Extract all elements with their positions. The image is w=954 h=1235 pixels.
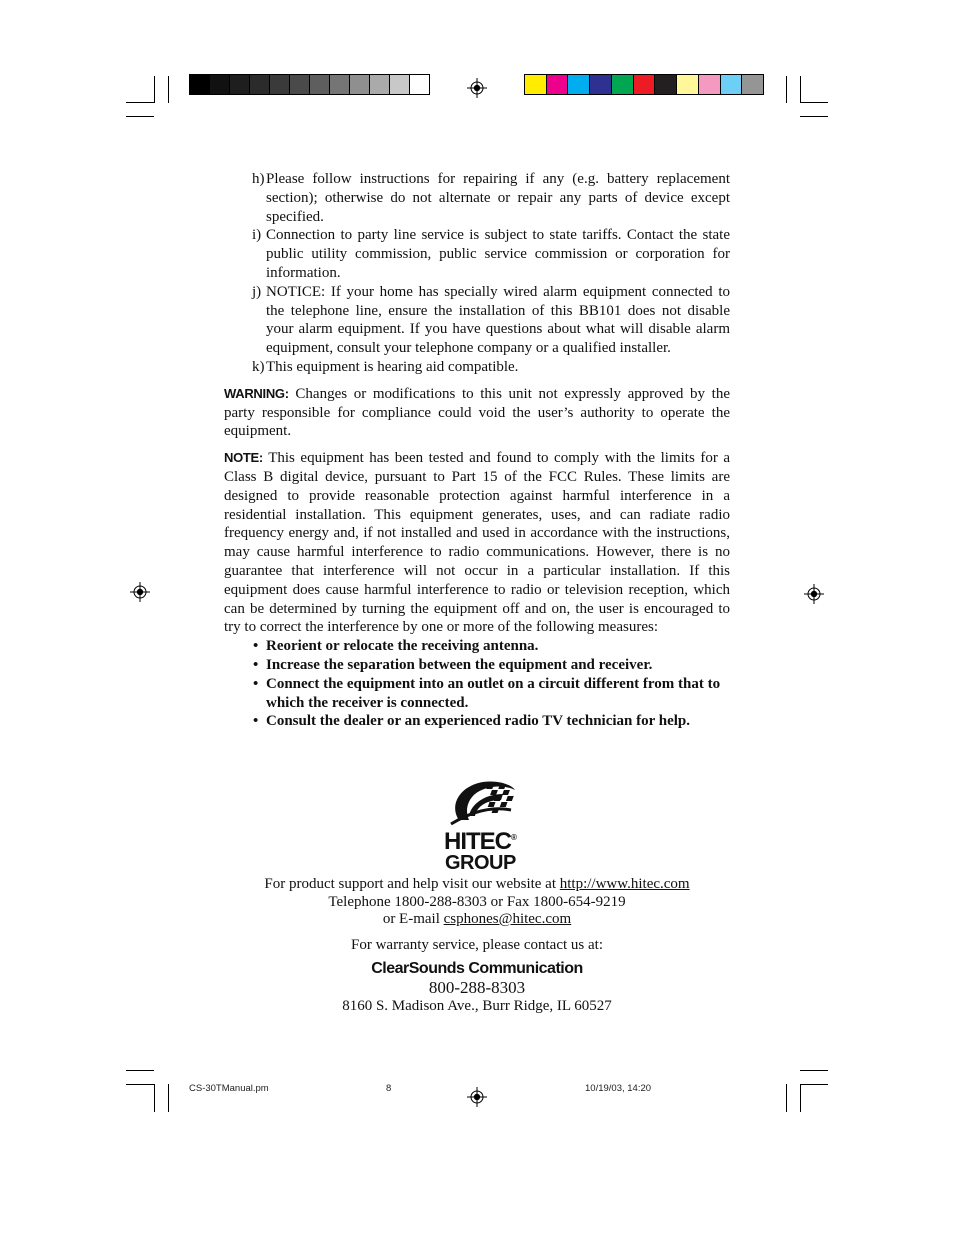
crop-mark-br-v bbox=[800, 1084, 801, 1112]
registration-mark-top bbox=[467, 78, 487, 98]
hitec-group-logo bbox=[441, 776, 527, 876]
gray-swatch bbox=[330, 75, 350, 94]
registered-mark: ® bbox=[511, 833, 516, 842]
support-line bbox=[200, 876, 754, 894]
slug-filename: CS-30TManual.pm bbox=[189, 1083, 269, 1094]
contact-block bbox=[200, 876, 754, 1015]
manual-body bbox=[224, 170, 730, 731]
color-swatch bbox=[568, 75, 590, 94]
gray-swatch bbox=[410, 75, 429, 94]
color-swatch bbox=[525, 75, 547, 94]
color-swatch bbox=[634, 75, 656, 94]
bullet-icon: • bbox=[253, 638, 259, 655]
crop-mark-tr-h2 bbox=[800, 116, 828, 117]
color-swatch bbox=[721, 75, 743, 94]
gray-swatch bbox=[350, 75, 370, 94]
crop-mark-bl-v2 bbox=[168, 1084, 169, 1112]
list-item bbox=[224, 226, 730, 282]
bullet-icon: • bbox=[253, 656, 259, 673]
item-label: h) bbox=[252, 171, 265, 187]
crop-mark-tl-v bbox=[154, 76, 155, 103]
color-swatch bbox=[742, 75, 763, 94]
bullet-icon: • bbox=[253, 675, 259, 692]
list-item bbox=[224, 283, 730, 358]
crop-mark-tl-h2 bbox=[126, 116, 154, 117]
item-text: Please follow instructions for repairing if any (e.g. battery replacement section); otherwise do not alternate or repair any parts of device except specified. bbox=[266, 171, 730, 225]
item-text: Connection to party line service is subject to state tariffs. Contact the state public utility commission, public service commission or corporation for information. bbox=[266, 227, 730, 281]
process-color-bar bbox=[524, 74, 764, 95]
email-line bbox=[200, 911, 754, 929]
note-text: This equipment has been tested and found to comply with the limits for a Class B digital device, pursuant to Part 15 of the FCC Rules. These limits are designed to provide reasonable protection against harmful interference in a residential installation. This equipment generates, uses, and can radiate radio frequency energy and, if not installed and used in accordance with the instructions, may cause harmful interference to radio communications. However, there is no guarantee that interference will not occur in a particular installation. If this equipment does cause harmful interference to radio or television reception, which can be determined by turning the equipment off and on, the user is encouraged to try to correct the interference by one or more of the following measures: bbox=[224, 450, 730, 636]
crop-mark-bl-h2 bbox=[126, 1084, 154, 1085]
crop-mark-tr-v2 bbox=[786, 76, 787, 103]
bullet-icon: • bbox=[253, 713, 259, 730]
note-paragraph bbox=[224, 449, 730, 637]
color-swatch bbox=[699, 75, 721, 94]
color-swatch bbox=[655, 75, 677, 94]
registration-mark-right bbox=[804, 584, 824, 604]
crop-mark-bl-v bbox=[154, 1084, 155, 1112]
gray-swatch bbox=[390, 75, 410, 94]
measure-item bbox=[224, 675, 730, 713]
crop-mark-tr-v bbox=[800, 76, 801, 103]
gray-swatch bbox=[270, 75, 290, 94]
color-swatch bbox=[612, 75, 634, 94]
gray-swatch bbox=[230, 75, 250, 94]
gray-swatch bbox=[190, 75, 210, 94]
crop-mark-br-h bbox=[800, 1070, 828, 1071]
gray-swatch bbox=[290, 75, 310, 94]
list-item bbox=[224, 358, 730, 377]
company-address: 8160 S. Madison Ave., Burr Ridge, IL 60527 bbox=[342, 997, 612, 1014]
crop-mark-tr-h bbox=[800, 102, 828, 103]
logo-swoosh-icon bbox=[441, 776, 527, 828]
crop-mark-br-v2 bbox=[786, 1084, 787, 1112]
crop-mark-tl-v2 bbox=[168, 76, 169, 103]
logo-word1: HITEC bbox=[444, 828, 511, 855]
website-link[interactable]: http://www.hitec.com bbox=[559, 876, 690, 892]
measures-list bbox=[224, 637, 730, 731]
slug-page-number: 8 bbox=[386, 1083, 392, 1094]
slug-datetime: 10/19/03, 14:20 bbox=[585, 1083, 652, 1094]
gray-swatch bbox=[310, 75, 330, 94]
registration-mark-bottom bbox=[467, 1087, 487, 1107]
measure-text: Reorient or relocate the receiving antenna. bbox=[266, 638, 539, 655]
item-text: NOTICE: If your home has specially wired alarm equipment connected to the telephone line, ensure the installation of this BB101 does not disable your alarm equipment. If you have questions about what will disable alarm equipment, consult your telephone company or a qualified installer. bbox=[266, 283, 730, 357]
grayscale-color-bar bbox=[189, 74, 430, 95]
warning-label: WARNING: bbox=[224, 385, 289, 401]
gray-swatch bbox=[250, 75, 270, 94]
registration-mark-left bbox=[130, 582, 150, 602]
company-name: ClearSounds Communication bbox=[371, 960, 583, 977]
measure-text: Increase the separation between the equipment and receiver. bbox=[266, 656, 653, 673]
list-item bbox=[224, 170, 730, 226]
item-text: This equipment is hearing aid compatible. bbox=[266, 358, 519, 375]
crop-mark-bl-h bbox=[126, 1070, 154, 1071]
company-phone: 800-288-8303 bbox=[428, 977, 526, 997]
warning-text: Changes or modifications to this unit not expressly approved by the party responsible for compliance could void the user’s authority to operate the equipment. bbox=[224, 385, 730, 440]
item-label: k) bbox=[252, 358, 265, 375]
color-swatch bbox=[677, 75, 699, 94]
support-lead: For product support and help visit our website at bbox=[264, 876, 560, 892]
measure-text: Consult the dealer or an experienced radio TV technician for help. bbox=[266, 713, 691, 730]
color-swatch bbox=[547, 75, 569, 94]
gray-swatch bbox=[210, 75, 230, 94]
color-swatch bbox=[590, 75, 612, 94]
warranty-lead: For warranty service, please contact us at: bbox=[351, 936, 603, 953]
note-label: NOTE: bbox=[224, 450, 263, 466]
measure-item bbox=[224, 637, 730, 656]
crop-mark-br-h2 bbox=[800, 1084, 828, 1085]
measure-text: Connect the equipment into an outlet on a circuit different from that to which the receiver is connected. bbox=[266, 675, 721, 711]
measure-item bbox=[224, 712, 730, 731]
warning-paragraph bbox=[224, 385, 730, 441]
logo-group-text: GROUP bbox=[445, 852, 516, 874]
gray-swatch bbox=[370, 75, 390, 94]
item-label: j) bbox=[252, 283, 262, 300]
email-lead: or E-mail bbox=[382, 911, 444, 927]
item-label: i) bbox=[252, 227, 262, 244]
email-link[interactable]: csphones@hitec.com bbox=[443, 911, 572, 927]
crop-mark-tl-h bbox=[126, 102, 154, 103]
phone-fax-line: Telephone 1800-288-8303 or Fax 1800-654-9219 bbox=[328, 893, 626, 910]
measure-item bbox=[224, 656, 730, 675]
